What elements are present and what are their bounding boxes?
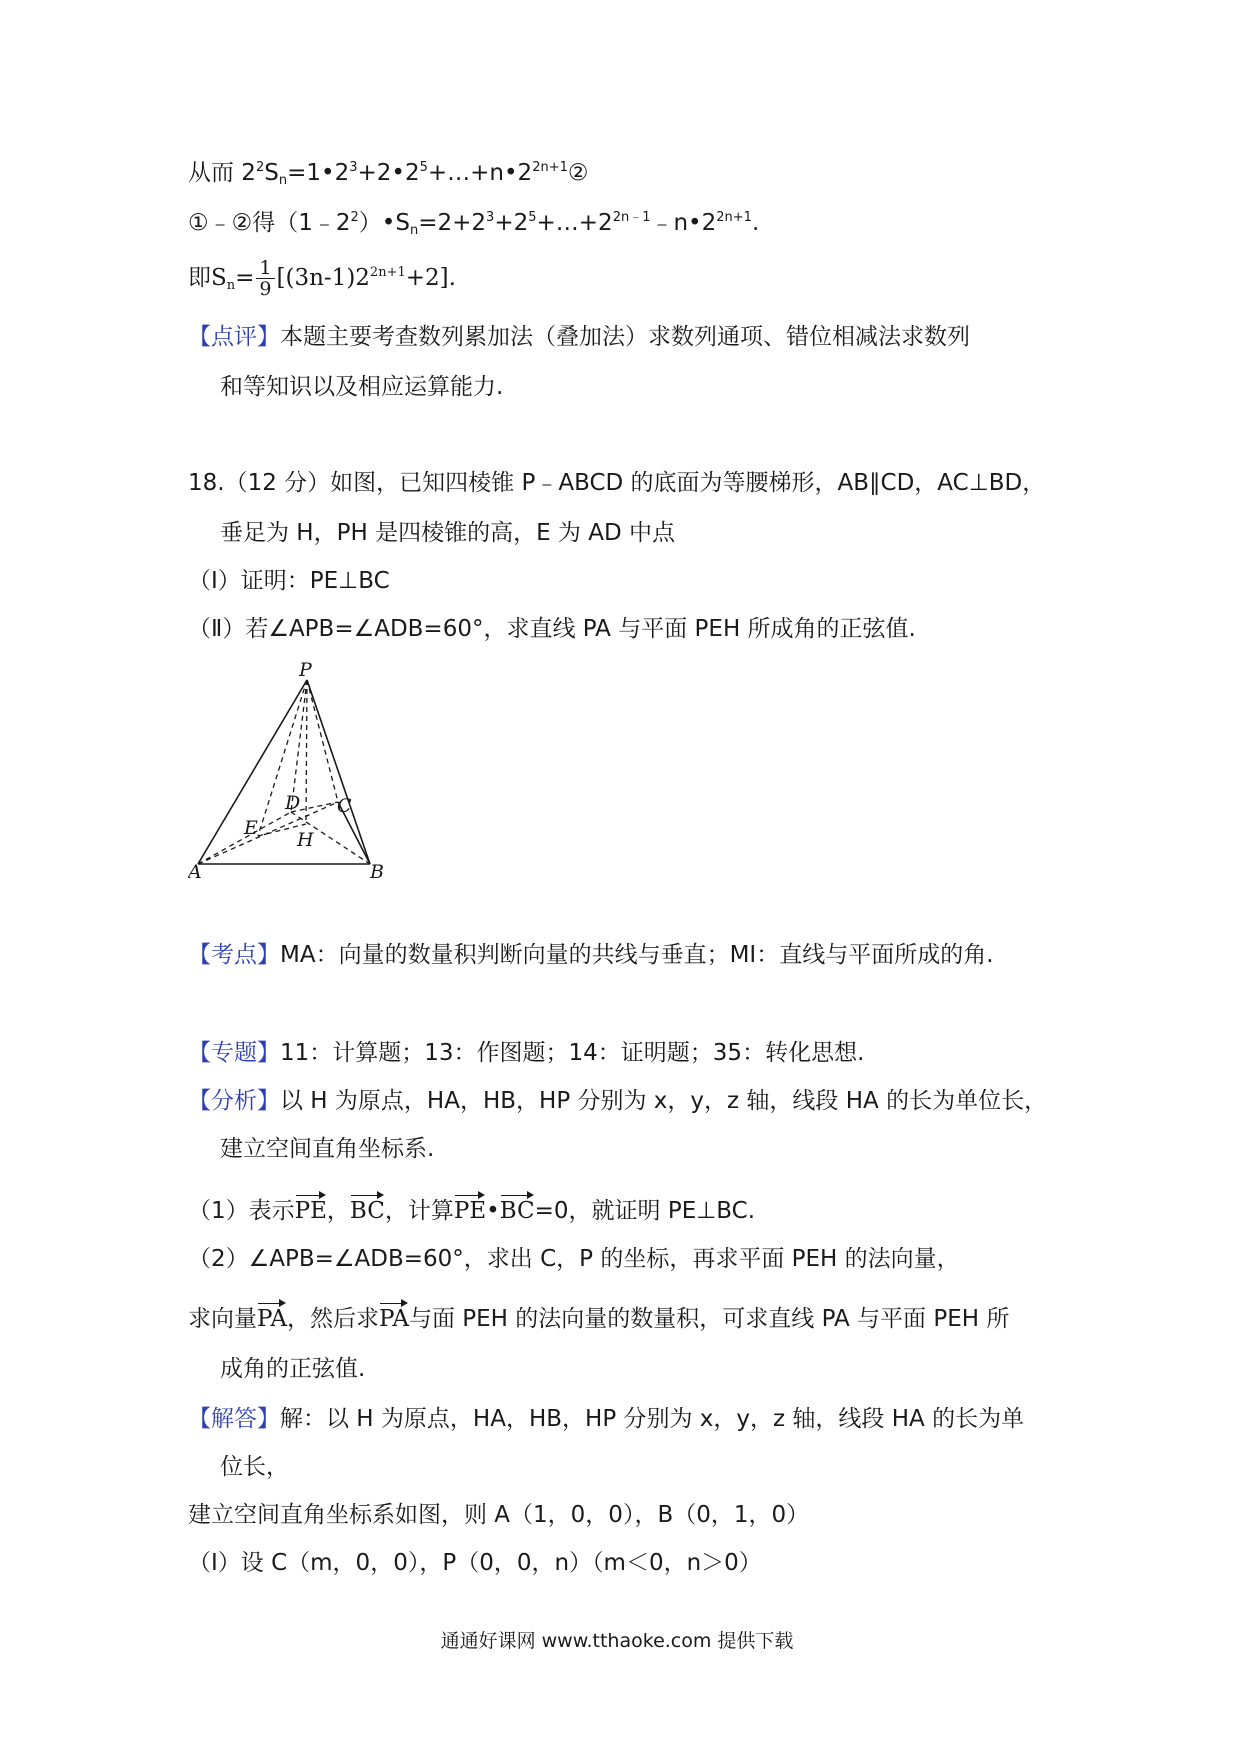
solution-tag: 【解答】 [188, 1406, 280, 1432]
step-1-text: ，计算 [384, 1198, 454, 1224]
comment-line-2 [220, 372, 503, 402]
fraction-denominator: 9 [259, 278, 272, 300]
dot-operator: • [486, 1198, 500, 1224]
question-18-line-2 [220, 518, 675, 548]
label-P: P [299, 662, 312, 681]
label-B: B [370, 861, 384, 878]
topic-tag: 【专题】 [188, 1040, 280, 1066]
step-2-cont-text: 与面 PEH 的法向量的数量积，可求直线 PA 与平面 PEH 所 [408, 1306, 1010, 1332]
vector-BC: BC [350, 1192, 385, 1226]
eq2-part: ﹣n•2 [650, 210, 717, 236]
height-PH [306, 680, 307, 824]
question-part-1 [188, 566, 390, 596]
eq3-prefix: 即 [188, 265, 211, 291]
eq1-sup: 2 [255, 160, 265, 175]
solution-text: 解：以 H 为原点，HA，HB，HP 分别为 x，y，z 轴，线段 HA 的长为单 [280, 1406, 1025, 1432]
label-D: D [285, 792, 301, 814]
label-A: A [188, 861, 202, 878]
knowledge-point-tag: 【考点】 [188, 942, 280, 968]
eq1-sup: 3 [349, 160, 358, 175]
question-18-text: 18.（12 分）如图，已知四棱锥 P﹣ABCD 的底面为等腰梯形，AB∥CD，AC⊥BD， [188, 470, 1046, 496]
eq3-bracket: [(3n-1)2 [276, 265, 370, 291]
question-18-text-2: 垂足为 H，PH 是四棱锥的高，E 为 AD 中点 [220, 520, 675, 546]
vector-PA: PA [257, 1300, 287, 1334]
eq3-sup: 2n+1 [369, 265, 406, 280]
eq2-part: =2+2 [418, 210, 487, 236]
question-18-line-1 [188, 468, 1045, 498]
label-C: C [337, 795, 352, 817]
eq3-tail: +2]. [405, 265, 456, 291]
analysis-step-1 [188, 1192, 755, 1226]
analysis-step-2-cont [188, 1300, 1009, 1334]
analysis-line [188, 1086, 1047, 1116]
edge-PC [307, 680, 338, 802]
analysis-tag: 【分析】 [188, 1088, 280, 1114]
knowledge-point-line [188, 940, 994, 970]
vector-PE: PE [454, 1192, 486, 1226]
step-2-end-text: 成角的正弦值. [220, 1356, 366, 1382]
part-1-text: （Ⅰ）证明：PE⊥BC [188, 568, 390, 594]
label-H: H [297, 829, 314, 851]
step-2-cont-text: ，然后求 [286, 1306, 379, 1332]
comment-line [188, 322, 970, 352]
eq2-part: ①﹣②得（1﹣2 [188, 210, 351, 236]
eq3-equals: = [235, 265, 255, 291]
eq2-sup: 5 [528, 210, 537, 225]
eq3-sub: n [226, 278, 236, 293]
question-part-2 [188, 614, 916, 644]
topic-line [188, 1038, 864, 1068]
eq1-part: 从而 2 [188, 160, 256, 186]
fraction-numerator: 1 [256, 258, 274, 279]
eq1-sup: 2n+1 [532, 160, 568, 175]
comment-text: 本题主要考查数列累加法（叠加法）求数列通项、错位相减法求数列 [280, 324, 970, 350]
eq2-sub: n [409, 223, 419, 238]
eq1-part: ② [567, 160, 589, 186]
comment-tag: 【点评】 [188, 324, 280, 350]
eq1-sub: n [278, 173, 288, 188]
solution-text-3: 建立空间直角坐标系如图，则 A（1，0，0），B（0，1，0） [188, 1502, 810, 1528]
eq1-part: +…+n•2 [427, 160, 533, 186]
comment-text-2: 和等知识以及相应运算能力. [220, 374, 504, 400]
topic-text: 11：计算题；13：作图题；14：证明题；35：转化思想. [280, 1040, 865, 1066]
solution-text-2: 位长， [220, 1454, 289, 1480]
analysis-line-2 [220, 1134, 434, 1164]
part-2-text: （Ⅱ）若∠APB=∠ADB=60°，求直线 PA 与平面 PEH 所成角的正弦值. [188, 616, 916, 642]
solution-line [188, 1404, 1024, 1434]
pyramid-figure [188, 662, 408, 878]
analysis-text: 以 H 为原点，HA，HB，HP 分别为 x，y，z 轴，线段 HA 的长为单位长， [280, 1088, 1048, 1114]
eq2-part: +2 [494, 210, 529, 236]
eq2-sup: 3 [486, 210, 495, 225]
vector-PA: PA [379, 1300, 409, 1334]
analysis-step-2 [188, 1244, 960, 1274]
solution-text-4: （Ⅰ）设 C（m，0，0），P（0，0，n）（m＜0，n＞0） [188, 1550, 762, 1576]
eq1-sup: 5 [419, 160, 428, 175]
equation-line-3 [188, 256, 456, 300]
step-1-text: ， [326, 1198, 350, 1224]
fraction-one-ninth [256, 258, 274, 299]
eq1-part: S [264, 160, 279, 186]
eq3-s: S [211, 265, 227, 291]
vector-BC: BC [500, 1192, 535, 1226]
step-2-cont-text: 求向量 [188, 1306, 257, 1332]
knowledge-point-text: MA：向量的数量积判断向量的共线与垂直；MI：直线与平面所成的角. [280, 942, 994, 968]
step-1-text: （1）表示 [188, 1198, 295, 1224]
eq2-part: ）•S [358, 210, 410, 236]
eq1-part: =1•2 [287, 160, 350, 186]
equation-line-2 [188, 208, 759, 238]
eq2-sup: 2 [350, 210, 359, 225]
label-E: E [244, 817, 258, 839]
eq2-sup: 2n+1 [716, 210, 752, 225]
eq2-sup: 2n﹣1 [612, 210, 651, 225]
analysis-text-2: 建立空间直角坐标系. [220, 1136, 435, 1162]
vector-PE: PE [295, 1192, 327, 1226]
solution-line-4 [188, 1548, 762, 1578]
equation-line-1 [188, 158, 589, 188]
eq2-part: +…+2 [536, 210, 613, 236]
step-2-text: （2）∠APB=∠ADB=60°，求出 C，P 的坐标，再求平面 PEH 的法向量， [188, 1246, 960, 1272]
analysis-step-2-end [220, 1354, 365, 1384]
edge-PB [307, 680, 370, 864]
solution-line-2 [220, 1452, 289, 1482]
step-1-text: =0，就证明 PE⊥BC. [534, 1198, 756, 1224]
page-footer: 通通好课网 www.tthaoke.com 提供下载 [440, 1630, 794, 1652]
eq1-part: +2•2 [357, 160, 420, 186]
solution-line-3 [188, 1500, 809, 1530]
eq2-part: . [751, 210, 760, 236]
